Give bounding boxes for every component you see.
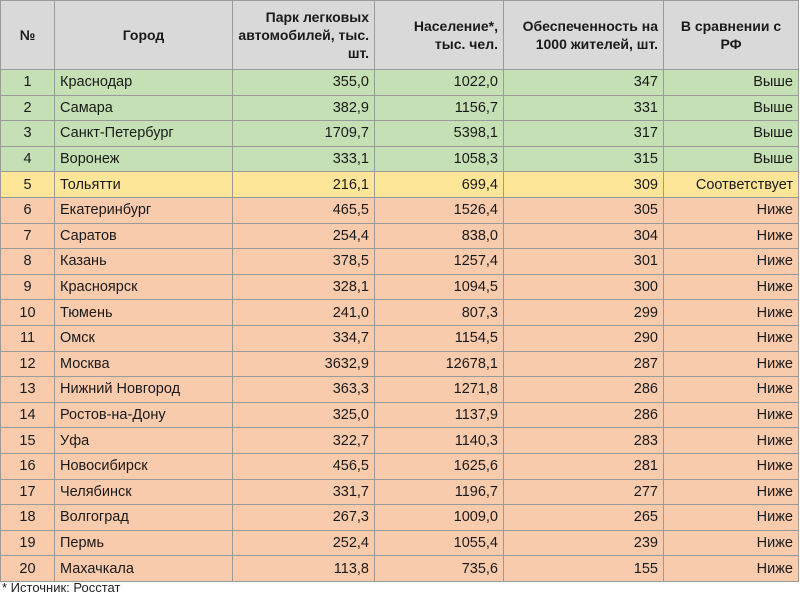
cell-compare: Ниже [664,428,799,454]
cell-per1000: 317 [504,121,664,147]
cell-compare: Ниже [664,556,799,582]
cell-compare: Ниже [664,274,799,300]
cell-num: 16 [1,453,55,479]
cell-fleet: 322,7 [233,428,375,454]
cell-city: Москва [55,351,233,377]
cell-city: Омск [55,325,233,351]
cell-population: 735,6 [375,556,504,582]
cell-compare: Ниже [664,249,799,275]
cell-population: 1196,7 [375,479,504,505]
cell-population: 5398,1 [375,121,504,147]
cell-compare: Выше [664,95,799,121]
header-fleet: Парк легковых автомобилей, тыс. шт. [233,1,375,70]
cell-per1000: 155 [504,556,664,582]
cell-per1000: 305 [504,197,664,223]
cell-num: 13 [1,377,55,403]
cell-fleet: 333,1 [233,146,375,172]
cell-population: 807,3 [375,300,504,326]
cell-population: 1140,3 [375,428,504,454]
cell-compare: Ниже [664,377,799,403]
table-row [1,146,799,172]
table-row [1,95,799,121]
table-row [1,300,799,326]
cell-per1000: 286 [504,377,664,403]
table-row [1,377,799,403]
cell-fleet: 113,8 [233,556,375,582]
cell-fleet: 241,0 [233,300,375,326]
cell-population: 1094,5 [375,274,504,300]
cell-population: 1257,4 [375,249,504,275]
cell-num: 12 [1,351,55,377]
table-row [1,453,799,479]
table-row [1,325,799,351]
cell-compare: Ниже [664,479,799,505]
cell-city: Самара [55,95,233,121]
cell-fleet: 216,1 [233,172,375,198]
table-body [1,70,799,582]
cell-population: 1058,3 [375,146,504,172]
cell-num: 5 [1,172,55,198]
cell-num: 3 [1,121,55,147]
cell-compare: Ниже [664,453,799,479]
cell-compare: Ниже [664,505,799,531]
cell-compare: Ниже [664,223,799,249]
cell-per1000: 265 [504,505,664,531]
cell-per1000: 290 [504,325,664,351]
cell-fleet: 252,4 [233,530,375,556]
cell-fleet: 328,1 [233,274,375,300]
table-row [1,530,799,556]
cell-city: Тюмень [55,300,233,326]
cell-population: 1526,4 [375,197,504,223]
table-row [1,249,799,275]
cell-num: 19 [1,530,55,556]
header-city: Город [55,1,233,70]
cell-per1000: 281 [504,453,664,479]
cell-city: Махачкала [55,556,233,582]
header-row [1,1,799,70]
cell-compare: Ниже [664,325,799,351]
table-row [1,479,799,505]
cell-num: 4 [1,146,55,172]
table-row [1,172,799,198]
cell-fleet: 325,0 [233,402,375,428]
table-row [1,402,799,428]
cell-population: 838,0 [375,223,504,249]
cell-per1000: 309 [504,172,664,198]
cell-fleet: 254,4 [233,223,375,249]
cell-num: 6 [1,197,55,223]
header-population: Население*, тыс. чел. [375,1,504,70]
cell-per1000: 283 [504,428,664,454]
cell-fleet: 331,7 [233,479,375,505]
cell-compare: Выше [664,146,799,172]
header-num: № [1,1,55,70]
cell-city: Пермь [55,530,233,556]
cell-fleet: 267,3 [233,505,375,531]
cell-population: 12678,1 [375,351,504,377]
cell-city: Волгоград [55,505,233,531]
cell-fleet: 334,7 [233,325,375,351]
cell-city: Воронеж [55,146,233,172]
cell-num: 8 [1,249,55,275]
cell-population: 1271,8 [375,377,504,403]
cell-fleet: 456,5 [233,453,375,479]
cell-fleet: 355,0 [233,70,375,96]
cell-num: 14 [1,402,55,428]
cell-per1000: 304 [504,223,664,249]
header-per1000: Обеспеченность на 1000 жителей, шт. [504,1,664,70]
cell-city: Новосибирск [55,453,233,479]
cell-compare: Ниже [664,530,799,556]
table-row [1,274,799,300]
cell-city: Нижний Новгород [55,377,233,403]
cell-city: Красноярск [55,274,233,300]
cell-fleet: 465,5 [233,197,375,223]
table-row [1,505,799,531]
cell-per1000: 315 [504,146,664,172]
cell-compare: Соответствует [664,172,799,198]
table-row [1,197,799,223]
cell-compare: Выше [664,121,799,147]
cell-city: Екатеринбург [55,197,233,223]
cell-population: 1156,7 [375,95,504,121]
cell-population: 1055,4 [375,530,504,556]
table-row [1,223,799,249]
cell-city: Челябинск [55,479,233,505]
table-row [1,351,799,377]
table-row [1,70,799,96]
cell-num: 2 [1,95,55,121]
cell-compare: Выше [664,70,799,96]
cell-num: 17 [1,479,55,505]
cell-compare: Ниже [664,197,799,223]
cell-city: Санкт-Петербург [55,121,233,147]
cell-per1000: 347 [504,70,664,96]
cell-population: 1022,0 [375,70,504,96]
table-row [1,556,799,582]
cell-fleet: 378,5 [233,249,375,275]
cell-per1000: 300 [504,274,664,300]
cell-population: 1137,9 [375,402,504,428]
source-footnote: * Источник: Росстат [2,580,121,595]
cell-population: 1154,5 [375,325,504,351]
cell-city: Казань [55,249,233,275]
cell-num: 1 [1,70,55,96]
cell-per1000: 301 [504,249,664,275]
cell-num: 9 [1,274,55,300]
cell-num: 11 [1,325,55,351]
cell-city: Ростов-на-Дону [55,402,233,428]
cell-per1000: 299 [504,300,664,326]
cell-per1000: 239 [504,530,664,556]
cell-population: 1009,0 [375,505,504,531]
cell-compare: Ниже [664,300,799,326]
cell-per1000: 286 [504,402,664,428]
cell-fleet: 1709,7 [233,121,375,147]
cell-compare: Ниже [664,351,799,377]
cell-fleet: 3632,9 [233,351,375,377]
cell-num: 18 [1,505,55,531]
table-row [1,428,799,454]
cell-city: Уфа [55,428,233,454]
cell-per1000: 277 [504,479,664,505]
cell-city: Саратов [55,223,233,249]
header-compare: В сравнении с РФ [664,1,799,70]
cell-per1000: 287 [504,351,664,377]
cell-num: 10 [1,300,55,326]
cell-population: 699,4 [375,172,504,198]
cell-compare: Ниже [664,402,799,428]
cell-num: 15 [1,428,55,454]
cell-fleet: 363,3 [233,377,375,403]
cell-per1000: 331 [504,95,664,121]
cell-city: Тольятти [55,172,233,198]
cell-num: 7 [1,223,55,249]
cell-num: 20 [1,556,55,582]
cell-population: 1625,6 [375,453,504,479]
table-row [1,121,799,147]
cell-city: Краснодар [55,70,233,96]
cell-fleet: 382,9 [233,95,375,121]
